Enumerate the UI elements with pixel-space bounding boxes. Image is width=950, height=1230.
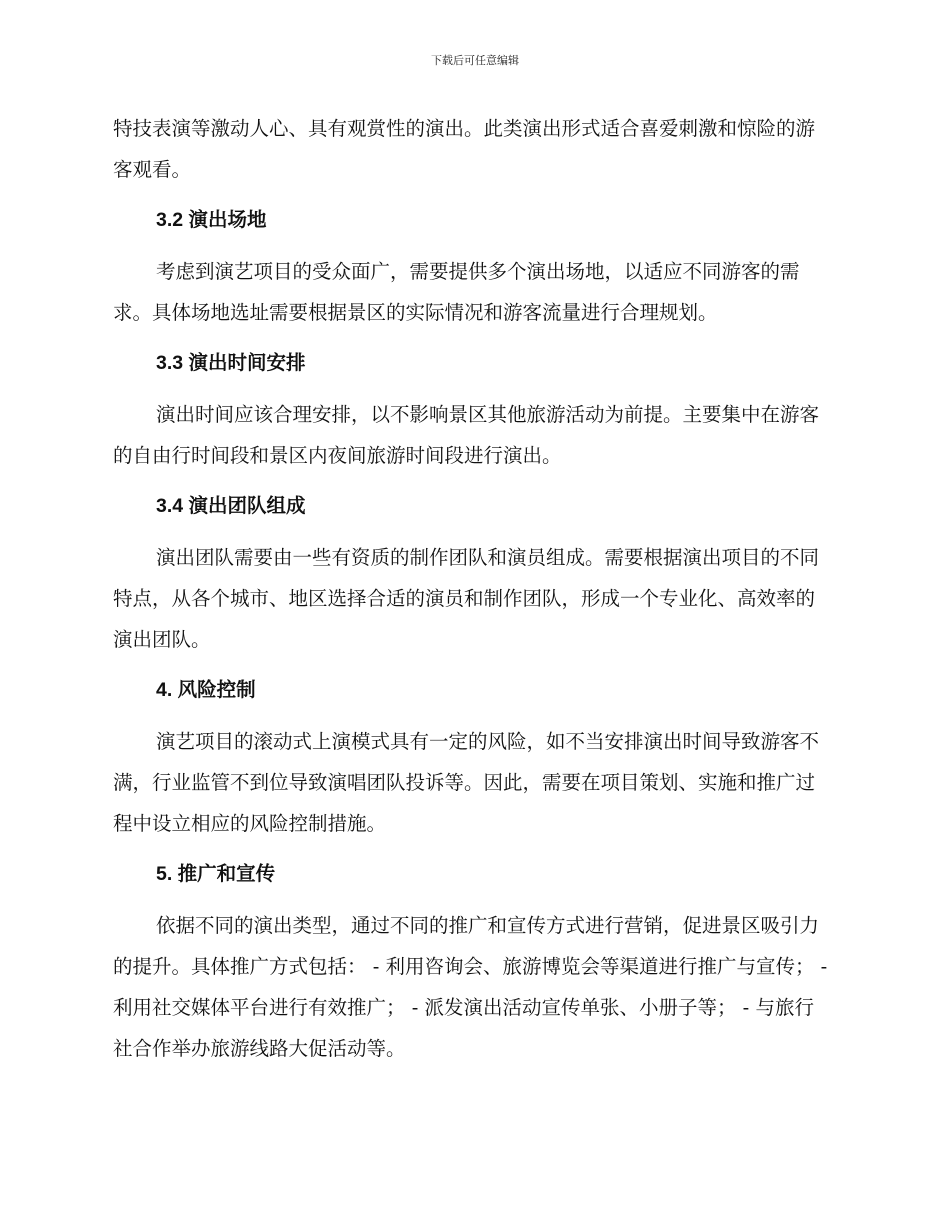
paragraph-schedule: 演出时间应该合理安排，以不影响景区其他旅游活动为前提。主要集中在游客的自由行时间段和景区内夜间旅游时间段进行演出。 [113,403,820,467]
page-header: 下载后可任意编辑 [431,54,519,67]
heading-3-4-team: 3.4 演出团队组成 [156,495,306,517]
heading-5-promotion: 5. 推广和宣传 [156,863,276,885]
paragraph-risk-control: 演艺项目的滚动式上演模式具有一定的风险，如不当安排演出时间导致游客不满，行业监管不到位导致演唱团队投诉等。因此，需要在项目策划、实施和推广过程中设立相应的风险控制措施。 [113,730,820,835]
paragraph-performance-types-continued: 特技表演等激动人心、具有观赏性的演出。此类演出形式适合喜爱刺激和惊险的游客观看。 [113,117,816,181]
paragraph-team: 演出团队需要由一些有资质的制作团队和演员组成。需要根据演出项目的不同特点，从各个城市、地区选择合适的演员和制作团队，形成一个专业化、高效率的演出团队。 [113,546,820,651]
heading-4-risk-control: 4. 风险控制 [156,679,256,701]
paragraph-venue: 考虑到演艺项目的受众面广，需要提供多个演出场地，以适应不同游客的需求。具体场地选址需要根据景区的实际情况和游客流量进行合理规划。 [113,260,800,324]
paragraph-promotion: 依据不同的演出类型，通过不同的推广和宣传方式进行营销，促进景区吸引力的提升。具体推广方式包括： - 利用咨询会、旅游博览会等渠道进行推广与宣传； - 利用社交媒体平台进行有效推广； - 派发演出活动宣传单张、小册子等； - 与旅行社合作举办旅游线路大促活动等。 [113,914,828,1060]
heading-3-3-schedule: 3.3 演出时间安排 [156,352,306,374]
document-body [113,108,831,1079]
heading-3-2-venue: 3.2 演出场地 [156,209,267,231]
